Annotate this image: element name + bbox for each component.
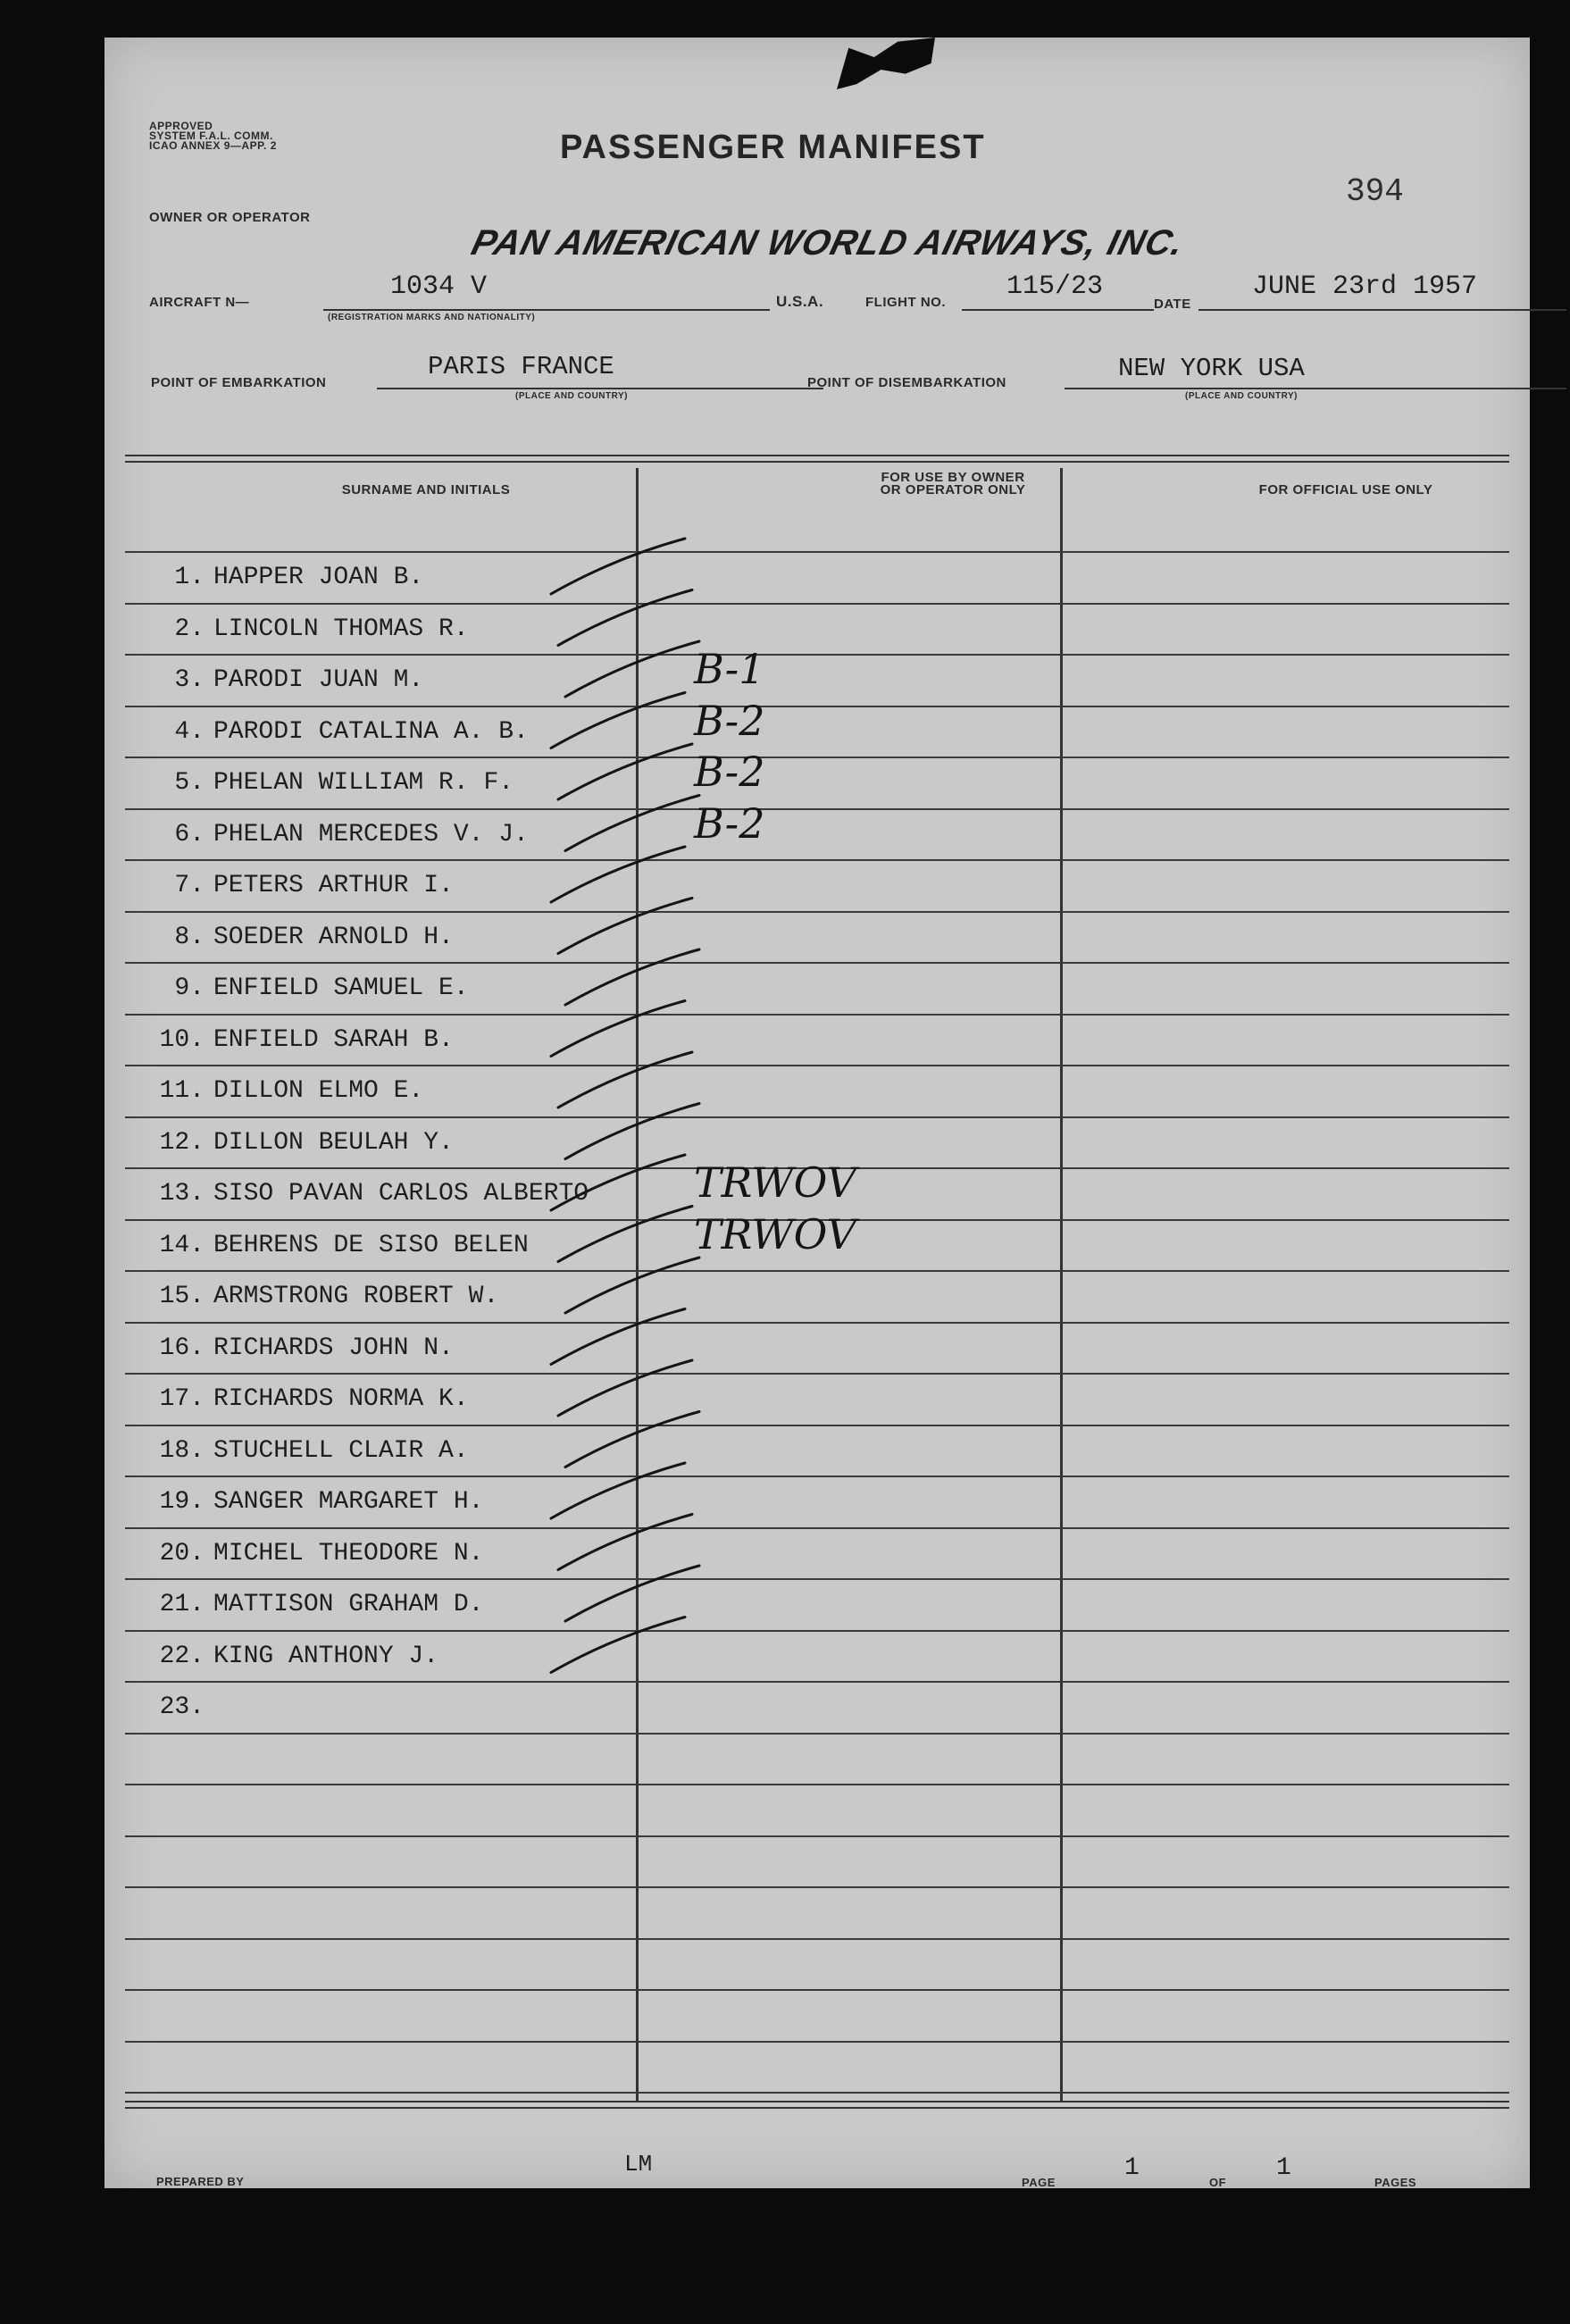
aircraft-sublabel: (REGISTRATION MARKS AND NATIONALITY) bbox=[328, 313, 536, 322]
handwritten-note: TRWOV bbox=[694, 1158, 856, 1207]
row-number: 10. bbox=[159, 1026, 205, 1054]
pages-label: PAGES bbox=[1374, 2176, 1417, 2189]
page-value: 1 bbox=[1124, 2154, 1140, 2182]
check-mark bbox=[551, 1001, 685, 1057]
handwritten-marks bbox=[104, 38, 1530, 2188]
check-mark bbox=[558, 899, 692, 954]
passenger-name: LINCOLN THOMAS R. bbox=[213, 615, 469, 643]
passenger-name: PETERS ARTHUR I. bbox=[213, 872, 454, 899]
row-number: 19. bbox=[159, 1488, 205, 1516]
row-number: 3. bbox=[174, 666, 205, 694]
page-label: PAGE bbox=[1022, 2176, 1056, 2189]
check-mark bbox=[551, 1309, 685, 1365]
row-number: 18. bbox=[159, 1437, 205, 1465]
passenger-name: MATTISON GRAHAM D. bbox=[213, 1591, 484, 1618]
check-mark bbox=[565, 1258, 699, 1313]
owner-name: PAN AMERICAN WORLD AIRWAYS, INC. bbox=[467, 223, 1189, 263]
handwritten-note: B-2 bbox=[694, 697, 765, 745]
check-mark bbox=[551, 693, 685, 748]
approval-line-1: APPROVED bbox=[149, 120, 213, 132]
row-number: 16. bbox=[159, 1334, 205, 1362]
row-number: 11. bbox=[159, 1077, 205, 1105]
of-value: 1 bbox=[1276, 2154, 1291, 2182]
passenger-name: HAPPER JOAN B. bbox=[213, 564, 424, 591]
row-number: 23. bbox=[159, 1693, 205, 1721]
check-mark bbox=[565, 641, 699, 697]
handwritten-note: B-1 bbox=[694, 645, 765, 693]
flight-date: JUNE 23rd 1957 bbox=[1252, 272, 1478, 302]
handwritten-note: TRWOV bbox=[694, 1210, 856, 1258]
row-number: 6. bbox=[174, 821, 205, 849]
row-number: 14. bbox=[159, 1232, 205, 1259]
row-number: 17. bbox=[159, 1385, 205, 1413]
check-mark bbox=[551, 539, 685, 594]
check-mark bbox=[558, 1360, 692, 1416]
prepared-by-label: PREPARED BY bbox=[156, 2175, 245, 2188]
passenger-name: STUCHELL CLAIR A. bbox=[213, 1437, 469, 1465]
row-number: 12. bbox=[159, 1129, 205, 1157]
bottom-rule-1 bbox=[125, 2101, 1509, 2102]
passenger-name: SANGER MARGARET H. bbox=[213, 1488, 484, 1516]
row-number: 4. bbox=[174, 718, 205, 746]
check-mark bbox=[551, 1155, 685, 1210]
row-number: 1. bbox=[174, 564, 205, 591]
passenger-name: RICHARDS NORMA K. bbox=[213, 1385, 469, 1413]
embarkation-sublabel: (PLACE AND COUNTRY) bbox=[515, 391, 628, 401]
check-mark bbox=[551, 1463, 685, 1518]
disembarkation-place: NEW YORK USA bbox=[1118, 354, 1305, 383]
of-label: OF bbox=[1209, 2176, 1227, 2189]
bottom-rule-2 bbox=[125, 2107, 1509, 2109]
owner-label: OWNER OR OPERATOR bbox=[149, 210, 311, 225]
row-number: 22. bbox=[159, 1643, 205, 1670]
passenger-name: ARMSTRONG ROBERT W. bbox=[213, 1283, 499, 1310]
passenger-name: BEHRENS DE SISO BELEN bbox=[213, 1232, 529, 1259]
page-title: PASSENGER MANIFEST bbox=[560, 129, 986, 166]
flight-number: 115/23 bbox=[1006, 272, 1104, 302]
disembarkation-label: POINT OF DISEMBARKATION bbox=[807, 375, 1006, 390]
check-mark bbox=[565, 1412, 699, 1467]
check-mark bbox=[558, 1207, 692, 1262]
handwritten-note: B-2 bbox=[694, 799, 765, 848]
passenger-name: RICHARDS JOHN N. bbox=[213, 1334, 454, 1362]
check-mark bbox=[565, 949, 699, 1005]
prepared-by: LM bbox=[624, 2151, 653, 2178]
page-number-stamp: 394 bbox=[1346, 173, 1404, 210]
column-header-owner-use-line-1: FOR USE BY OWNER bbox=[881, 470, 1025, 485]
row-number: 7. bbox=[174, 872, 205, 899]
row-number: 2. bbox=[174, 615, 205, 643]
column-header-official: FOR OFFICIAL USE ONLY bbox=[1258, 482, 1433, 497]
passenger-name: PHELAN MERCEDES V. J. bbox=[213, 821, 529, 849]
passenger-name: SOEDER ARNOLD H. bbox=[213, 924, 454, 951]
row-number: 15. bbox=[159, 1283, 205, 1310]
row-number: 21. bbox=[159, 1591, 205, 1618]
check-mark bbox=[565, 1104, 699, 1159]
approval-line-2: SYSTEM F.A.L. COMM. bbox=[149, 130, 273, 142]
column-header-name: SURNAME AND INITIALS bbox=[341, 482, 511, 497]
check-mark bbox=[558, 590, 692, 646]
column-header-owner-use-line-2: OR OPERATOR ONLY bbox=[880, 482, 1026, 497]
check-mark bbox=[558, 744, 692, 799]
passenger-name: MICHEL THEODORE N. bbox=[213, 1540, 484, 1567]
approval-line-3: ICAO ANNEX 9—APP. 2 bbox=[149, 139, 277, 152]
handwritten-note: B-2 bbox=[694, 748, 765, 796]
row-number: 20. bbox=[159, 1540, 205, 1567]
date-label: DATE bbox=[1154, 297, 1191, 312]
passenger-name: PHELAN WILLIAM R. F. bbox=[213, 769, 514, 797]
embarkation-label: POINT OF EMBARKATION bbox=[151, 375, 327, 390]
check-mark bbox=[551, 1618, 685, 1673]
passenger-name: PARODI JUAN M. bbox=[213, 666, 424, 694]
check-mark bbox=[558, 1052, 692, 1108]
flight-label: FLIGHT NO. bbox=[865, 295, 946, 310]
aircraft-label: AIRCRAFT N— bbox=[149, 295, 250, 310]
check-mark bbox=[565, 796, 699, 851]
check-mark bbox=[558, 1515, 692, 1570]
passenger-name: DILLON ELMO E. bbox=[213, 1077, 424, 1105]
country-label: U.S.A. bbox=[776, 293, 824, 310]
row-number: 5. bbox=[174, 769, 205, 797]
passenger-name: DILLON BEULAH Y. bbox=[213, 1129, 454, 1157]
row-number: 9. bbox=[174, 974, 205, 1002]
aircraft-registration: 1034 V bbox=[390, 272, 488, 302]
disembarkation-sublabel: (PLACE AND COUNTRY) bbox=[1185, 391, 1298, 401]
embarkation-place: PARIS FRANCE bbox=[428, 352, 614, 381]
passenger-name: KING ANTHONY J. bbox=[213, 1643, 439, 1670]
check-mark bbox=[551, 847, 685, 902]
passenger-name: SISO PAVAN CARLOS ALBERTO bbox=[213, 1180, 589, 1208]
passenger-name: ENFIELD SARAH B. bbox=[213, 1026, 454, 1054]
row-number: 13. bbox=[159, 1180, 205, 1208]
row-number: 8. bbox=[174, 924, 205, 951]
passenger-name: PARODI CATALINA A. B. bbox=[213, 718, 529, 746]
check-mark bbox=[565, 1566, 699, 1621]
passenger-name: ENFIELD SAMUEL E. bbox=[213, 974, 469, 1002]
manifest-sheet bbox=[104, 38, 1530, 2188]
